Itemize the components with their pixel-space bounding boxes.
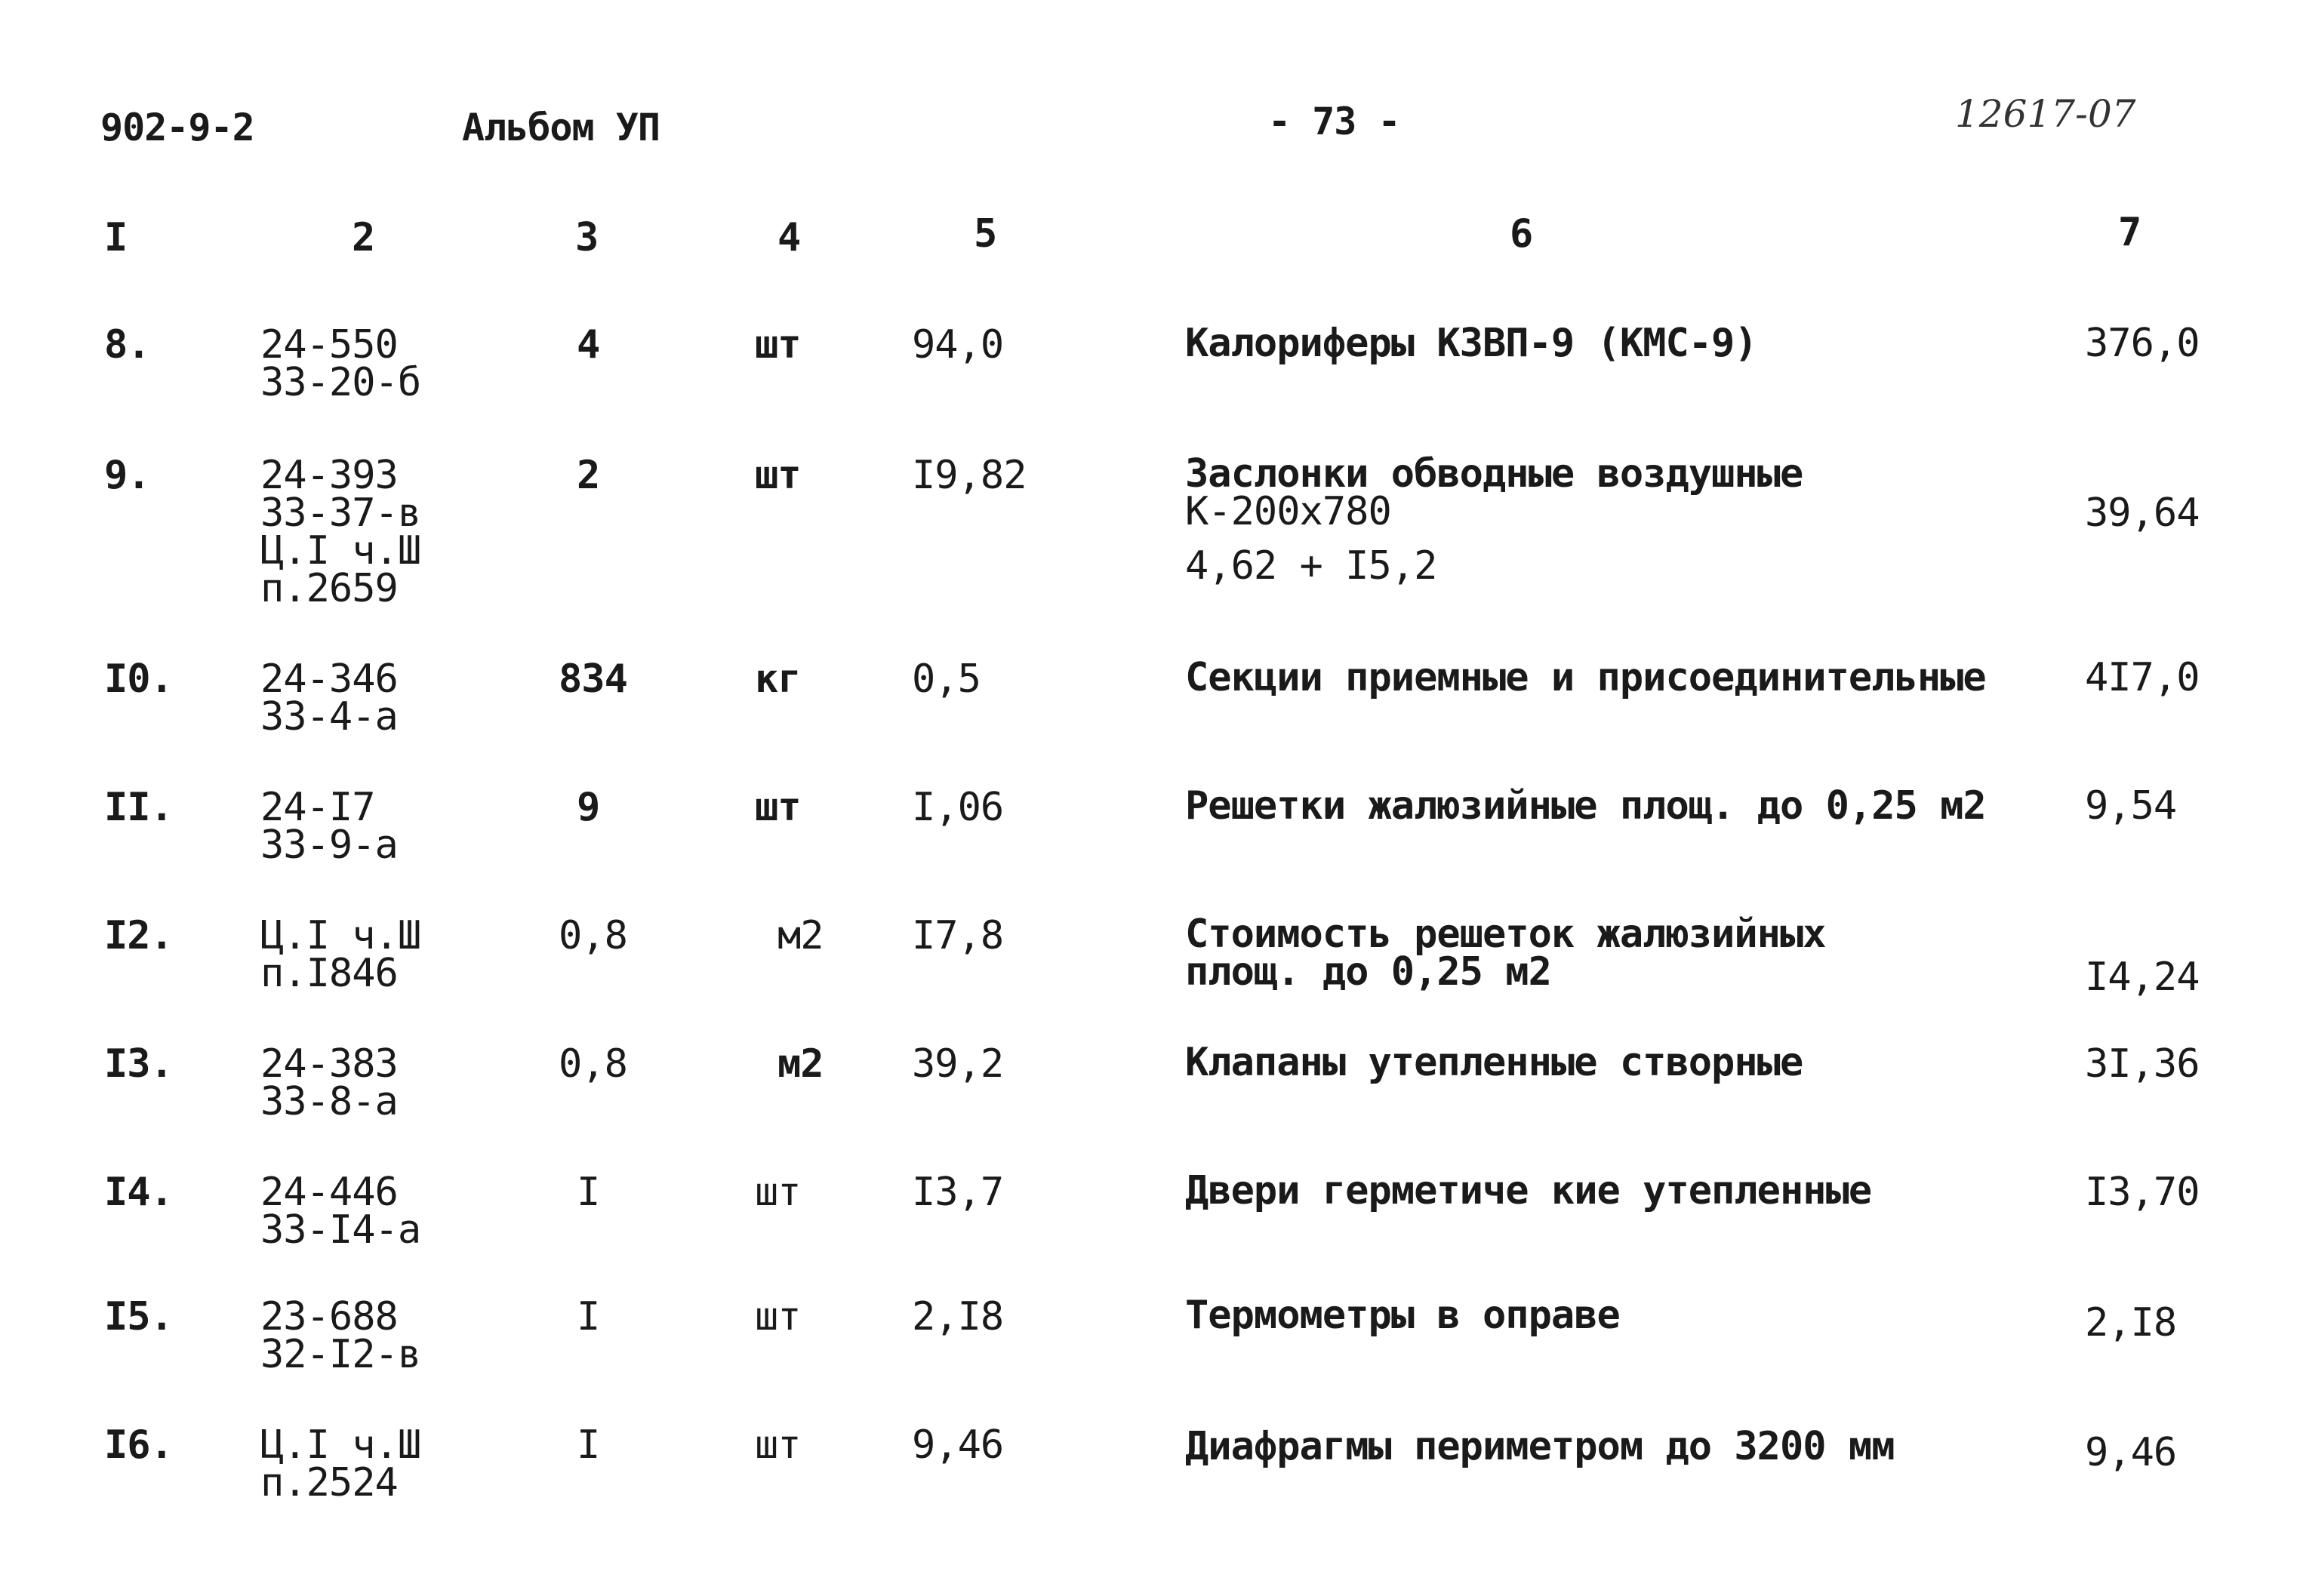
code-line: 33-37-в bbox=[260, 490, 421, 536]
column-header-4: 4 bbox=[777, 215, 802, 260]
inventory-number: 12617-07 bbox=[1955, 92, 2136, 136]
row-codes bbox=[260, 322, 421, 405]
code-line: п.2659 bbox=[260, 566, 398, 611]
row-name bbox=[1185, 1040, 1803, 1085]
row-codes bbox=[260, 657, 398, 740]
row-name bbox=[1185, 655, 1986, 700]
row-number: 9. bbox=[104, 453, 150, 498]
row-total: 3I,36 bbox=[2085, 1041, 2200, 1087]
doc-code: 902-9-2 bbox=[100, 106, 254, 149]
code-line: 33-9-а bbox=[260, 823, 398, 868]
row-total: 4I7,0 bbox=[2085, 655, 2200, 700]
code-line: п.2524 bbox=[260, 1460, 398, 1505]
row-quantity: I bbox=[577, 1294, 600, 1339]
row-total: 376,0 bbox=[2085, 321, 2200, 366]
row-unit: шт bbox=[755, 785, 801, 830]
row-codes bbox=[260, 1294, 421, 1377]
code-line: 24-I7 bbox=[260, 785, 375, 830]
row-quantity: 834 bbox=[559, 657, 627, 702]
column-header-7: 7 bbox=[2118, 210, 2142, 255]
row-total: I4,24 bbox=[2085, 955, 2200, 1000]
name-line: Термометры в оправе bbox=[1185, 1293, 1620, 1338]
column-header-1: I bbox=[104, 215, 128, 260]
row-total: 39,64 bbox=[2085, 490, 2200, 536]
row-unit: м2 bbox=[777, 1041, 824, 1087]
row-price: 9,46 bbox=[912, 1422, 1004, 1468]
code-line: 23-688 bbox=[260, 1294, 398, 1339]
code-line: 24-446 bbox=[260, 1170, 398, 1215]
code-line: 24-393 bbox=[260, 453, 398, 498]
code-line: 33-8-а bbox=[260, 1079, 398, 1124]
album-label: Альбом УП bbox=[462, 106, 660, 149]
row-name bbox=[1185, 1293, 1620, 1338]
row-total: 9,46 bbox=[2085, 1430, 2177, 1475]
row-calculation: 4,62 + I5,2 bbox=[1185, 543, 1437, 589]
row-quantity: 0,8 bbox=[559, 913, 627, 958]
name-line: Заслонки обводные воздушные bbox=[1185, 451, 1803, 497]
row-number: II. bbox=[104, 785, 173, 830]
name-line: площ. до 0,25 м2 bbox=[1185, 949, 1551, 995]
row-name bbox=[1185, 321, 1757, 366]
name-line: Решетки жалюзийные площ. до 0,25 м2 bbox=[1185, 783, 1986, 829]
row-codes bbox=[260, 1170, 421, 1253]
row-number: I6. bbox=[104, 1422, 173, 1468]
row-name bbox=[1185, 1424, 1895, 1469]
row-unit: шт bbox=[755, 1294, 801, 1339]
row-quantity: I bbox=[577, 1422, 600, 1468]
row-price: I9,82 bbox=[912, 453, 1027, 498]
column-header-2: 2 bbox=[352, 215, 376, 260]
row-number: I0. bbox=[104, 657, 173, 702]
row-codes bbox=[260, 1041, 398, 1124]
name-line: Двери герметиче кие утепленные bbox=[1185, 1168, 1872, 1213]
name-line: Калориферы КЗВП-9 (КМС-9) bbox=[1185, 321, 1757, 366]
row-price: 2,I8 bbox=[912, 1294, 1004, 1339]
row-quantity: I bbox=[577, 1170, 600, 1215]
name-line: Секции приемные и присоединительные bbox=[1185, 655, 1986, 700]
row-quantity: 4 bbox=[577, 322, 600, 367]
row-price: 39,2 bbox=[912, 1041, 1004, 1087]
code-line: Ц.I ч.Ш bbox=[260, 1422, 421, 1468]
code-line: 33-I4-а bbox=[260, 1207, 421, 1253]
code-line: 33-4-а bbox=[260, 694, 398, 740]
row-unit: шт bbox=[755, 453, 801, 498]
row-number: 8. bbox=[104, 322, 150, 367]
row-unit: кг bbox=[755, 657, 801, 702]
row-unit: шт bbox=[755, 322, 801, 367]
code-line: 24-346 bbox=[260, 657, 398, 702]
column-header-6: 6 bbox=[1510, 211, 1534, 257]
code-line: 32-I2-в bbox=[260, 1332, 421, 1377]
name-line: Диафрагмы периметром до 3200 мм bbox=[1185, 1424, 1895, 1469]
row-quantity: 9 bbox=[577, 785, 600, 830]
row-quantity: 0,8 bbox=[559, 1041, 627, 1087]
code-line: Ц.I ч.Ш bbox=[260, 913, 421, 958]
page-number: - 73 - bbox=[1268, 100, 1400, 143]
row-name bbox=[1185, 451, 1803, 534]
name-line: Клапаны утепленные створные bbox=[1185, 1040, 1803, 1085]
row-quantity: 2 bbox=[577, 453, 600, 498]
row-name bbox=[1185, 783, 1986, 829]
column-header-3: 3 bbox=[575, 215, 599, 260]
row-price: 0,5 bbox=[912, 657, 981, 702]
code-line: п.I846 bbox=[260, 951, 398, 996]
code-line: Ц.I ч.Ш bbox=[260, 528, 421, 574]
row-unit: шт bbox=[755, 1170, 801, 1215]
code-line: 33-20-б bbox=[260, 360, 421, 405]
row-price: I7,8 bbox=[912, 913, 1004, 958]
row-number: I5. bbox=[104, 1294, 173, 1339]
row-codes bbox=[260, 453, 421, 611]
row-price: 94,0 bbox=[912, 322, 1004, 367]
row-total: 2,I8 bbox=[2085, 1300, 2177, 1345]
row-price: I,06 bbox=[912, 785, 1004, 830]
code-line: 24-383 bbox=[260, 1041, 398, 1087]
row-name bbox=[1185, 1168, 1872, 1213]
row-codes bbox=[260, 1422, 421, 1505]
row-codes bbox=[260, 785, 398, 868]
name-line: К-200х780 bbox=[1185, 489, 1391, 534]
row-number: I2. bbox=[104, 913, 173, 958]
row-price: I3,7 bbox=[912, 1170, 1004, 1215]
row-total: 9,54 bbox=[2085, 783, 2177, 829]
row-total: I3,70 bbox=[2085, 1170, 2200, 1215]
row-codes bbox=[260, 913, 421, 996]
row-number: I4. bbox=[104, 1170, 173, 1215]
row-unit: м2 bbox=[777, 913, 824, 958]
column-header-5: 5 bbox=[974, 211, 998, 257]
code-line: 24-550 bbox=[260, 322, 398, 367]
name-line: Стоимость решеток жалюзийных bbox=[1185, 912, 1826, 957]
row-number: I3. bbox=[104, 1041, 173, 1087]
row-name bbox=[1185, 912, 1826, 995]
row-unit: шт bbox=[755, 1422, 801, 1468]
